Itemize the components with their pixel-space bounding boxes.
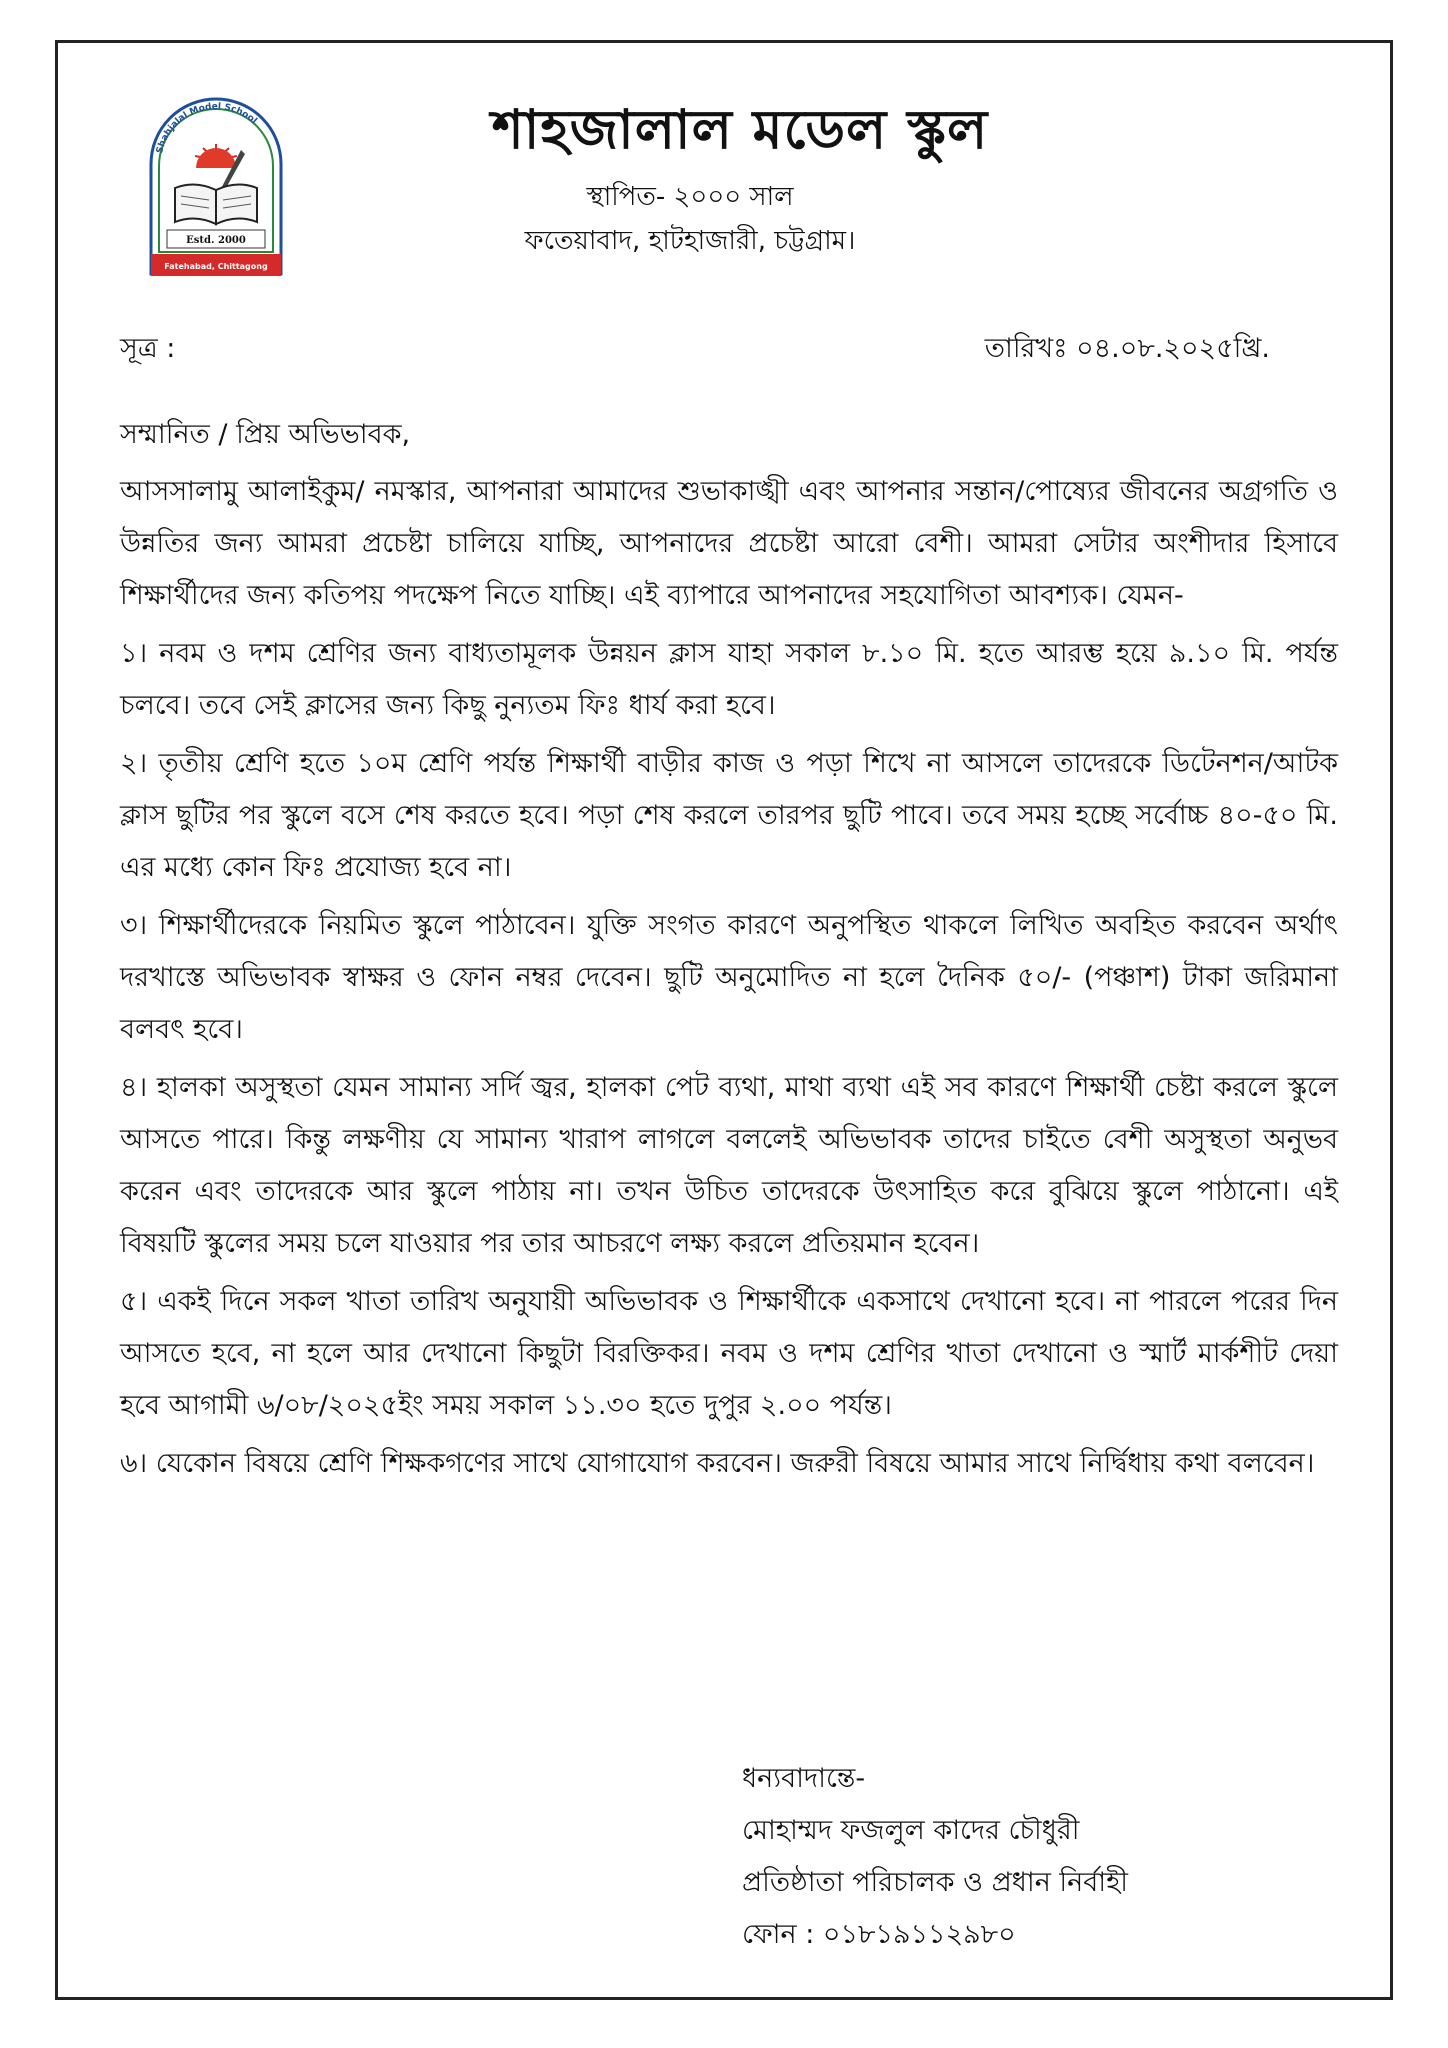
established-line: স্থাপিত- ২০০০ সাল <box>586 182 794 212</box>
intro-paragraph: আসসালামু আলাইকুম/ নমস্কার, আপনারা আমাদের শুভাকাঙ্খী এবং আপনার সন্তান/পোষ্যের জীবনের অগ্রগতি ও উন্নতির জন্য আমরা প্রচেষ্টা চালিয়ে যাচ্ছি, আপনাদের প্রচেষ্টা আরো বেশী। আমরা সেটার অংশীদার হিসাবে শিক্ষার্থীদের জন্য কতিপয় পদক্ষেপ নিতে যাচ্ছি। এই ব্যাপারে আপনাদের সহযোগিতা আবশ্যক। যেমন- <box>120 476 1338 611</box>
point-2: ২। তৃতীয় শ্রেণি হতে ১০ম শ্রেণি পর্যন্ত শিক্ষার্থী বাড়ীর কাজ ও পড়া শিখে না আসলে তাদেরকে ডিটেনশন/আটক ক্লাস ছুটির পর স্কুলে বসে শেষ করতে হবে। পড়া শেষ করলে তারপর ছুটি পাবে। তবে সময় হচ্ছে সর্বোচ্চ ৪০-৫০ মি. এর মধ্যে কোন ফিঃ প্রযোজ্য হবে না। <box>120 748 1338 883</box>
logo-location-text: Fatehabad, Chittagong <box>164 262 268 271</box>
date-label: তারিখঃ ০৪.০৮.২০২৫খ্রি. <box>984 333 1270 364</box>
logo-arc-text: Shahjalal Model School <box>155 101 259 155</box>
point-3: ৩। শিক্ষার্থীদেরকে নিয়মিত স্কুলে পাঠাবেন। যুক্তি সংগত কারণে অনুপস্থিত থাকলে লিখিত অবহিত করবেন অর্থাৎ দরখাস্তে অভিভাবক স্বাক্ষর ও ফোন নম্বর দেবেন। ছুটি অনুমোদিত না হলে দৈনিক ৫০/- (পঞ্চাশ) টাকা জরিমানা বলবৎ হবে। <box>120 910 1339 1045</box>
reference-label: সূত্র : <box>120 333 176 364</box>
signatory-name: মোহাম্মদ ফজলুল কাদের চৌধুরী <box>742 1815 1080 1846</box>
point-4: ৪। হালকা অসুস্থতা যেমন সামান্য সর্দি জ্বর, হালকা পেট ব্যথা, মাথা ব্যথা এই সব কারণে শিক্ষার্থী চেষ্টা করলে স্কুলে আসতে পারে। কিন্তু লক্ষণীয় যে সামান্য খারাপ লাগলে বললেই অভিভাবক তাদের চাইতে বেশী অসুস্থতা অনুভব করেন এবং তাদেরকে আর স্কুলে পাঠায় না। তখন উচিত তাদেরকে উৎসাহিত করে বুঝিয়ে স্কুলে পাঠানো। এই বিষয়টি স্কুলের সময় চলে যাওয়ার পর তার আচরণে লক্ষ্য করলে প্রতিয়মান হবেন। <box>120 1072 1338 1259</box>
phone-number: ফোন : ০১৮১৯১১২৯৮০ <box>742 1919 1016 1950</box>
signatory-title: প্রতিষ্ঠাতা পরিচালক ও প্রধান নির্বাহী <box>742 1867 1128 1898</box>
school-name: শাহজালাল মডেল স্কুল <box>491 97 989 161</box>
letter-body <box>120 466 1338 1496</box>
point-1: ১। নবম ও দশম শ্রেণির জন্য বাধ্যতামূলক উন্নয়ন ক্লাস যাহা সকাল ৮.১০ মি. হতে আরম্ভ হয়ে ৯.১০ মি. পর্যন্ত চলবে। তবে সেই ক্লাসের জন্য কিছু নুন্যতম ফিঃ ধার্য করা হবে। <box>120 638 1338 721</box>
closing-text: ধন্যবাদান্তে- <box>742 1763 866 1794</box>
point-5: ৫। একই দিনে সকল খাতা তারিখ অনুযায়ী অভিভাবক ও শিক্ষার্থীকে একসাথে দেখানো হবে। না পারলে পরের দিন আসতে হবে, না হলে আর দেখানো কিছুটা বিরক্তিকর। নবম ও দশম শ্রেণির খাতা দেখানো ও স্মার্ট মার্কশীট দেয়া হবে আগামী ৬/০৮/২০২৫ইং সময় সকাল ১১.৩০ হতে দুপুর ২.০০ পর্যন্ত। <box>120 1286 1338 1421</box>
school-logo <box>145 92 287 282</box>
logo-estd-text: Estd. 2000 <box>186 235 246 246</box>
point-6: ৬। যেকোন বিষয়ে শ্রেণি শিক্ষকগণের সাথে যোগাযোগ করবেন। জরুরী বিষয়ে আমার সাথে নির্দ্বিধায় কথা বলবেন। <box>120 1448 1315 1479</box>
signature-block <box>742 1753 1128 1961</box>
salutation: সম্মানিত / প্রিয় অভিভাবক, <box>120 419 411 450</box>
address-line: ফতেয়াবাদ, হাটহাজারী, চট্টগ্রাম। <box>524 226 856 256</box>
